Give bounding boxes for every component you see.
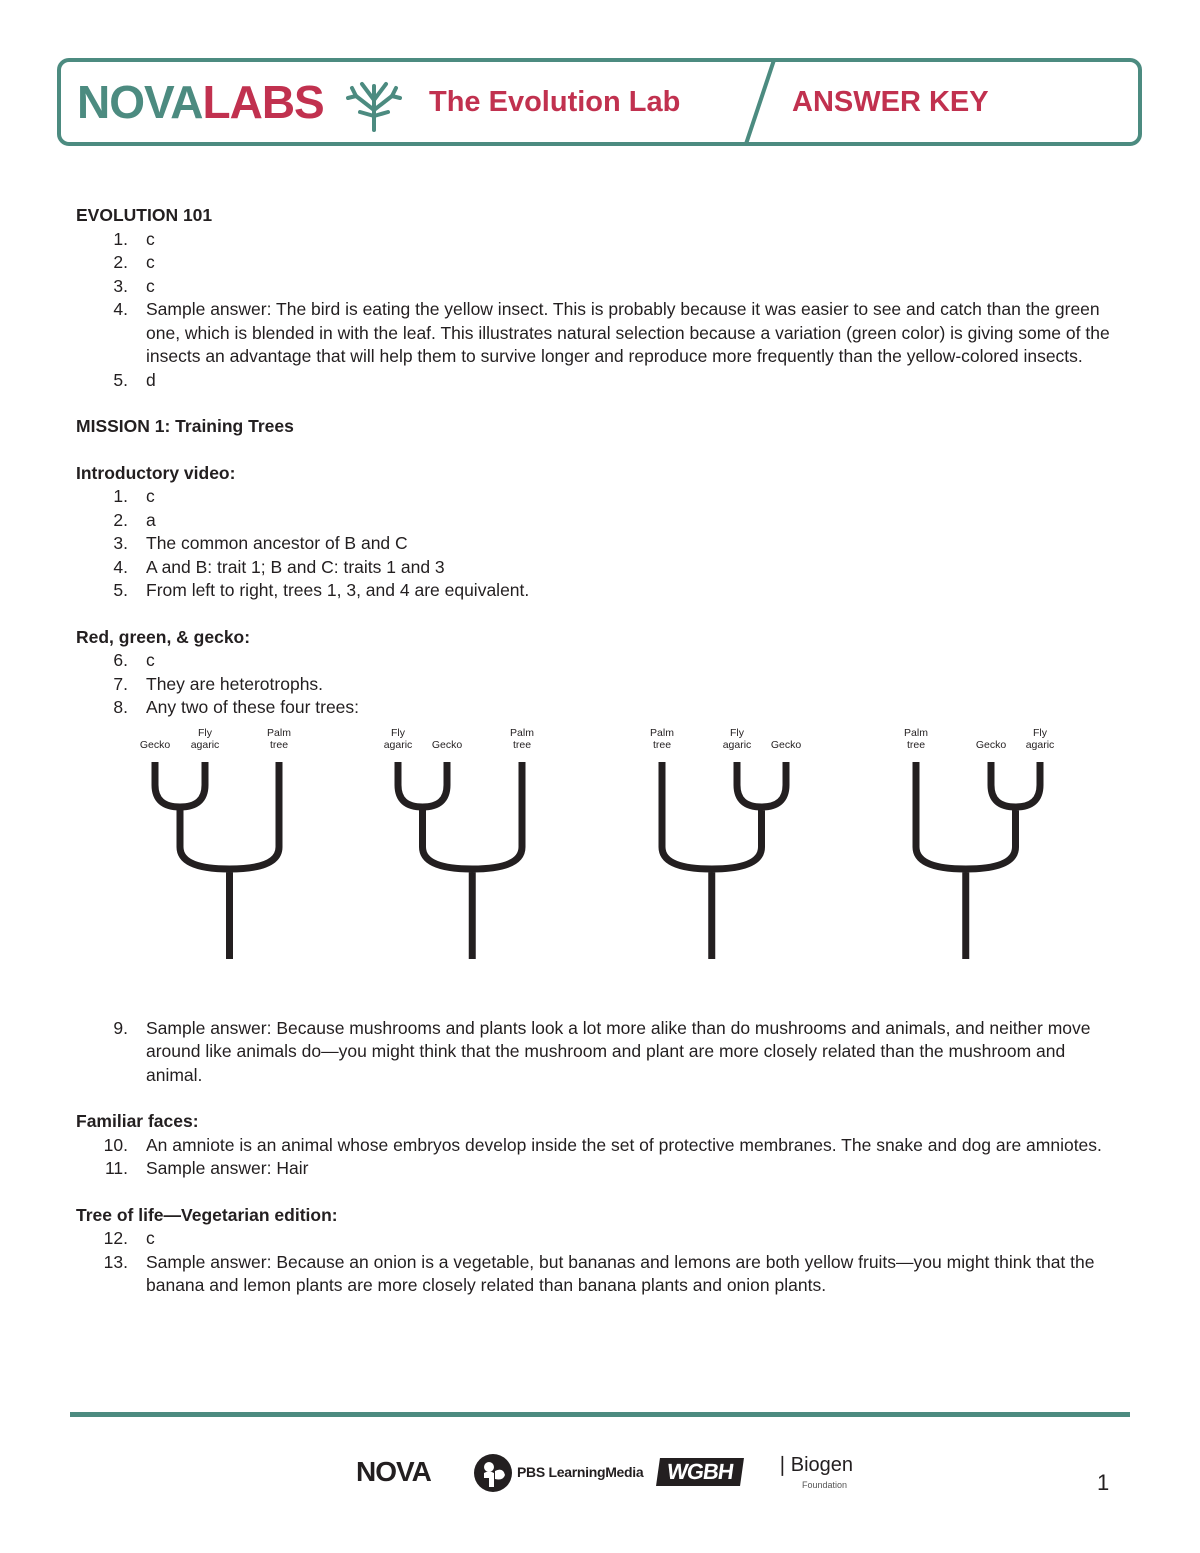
answer-content xyxy=(76,204,1126,1298)
item-number: 7. xyxy=(113,673,128,694)
item-number: 1. xyxy=(113,486,128,506)
item-number: 10. xyxy=(103,1134,128,1155)
item-number: 9. xyxy=(113,1017,128,1038)
biogen-foundation-text: Foundation xyxy=(802,1480,848,1490)
pbs-icon xyxy=(473,1453,513,1493)
item-text: c xyxy=(146,228,155,249)
item-text: Sample answer: The bird is eating the yellow insect. This is probably because it was easier to see and catch than the green one, which is blended in with the leaf. This illustrates natural selection because a variation (green color) is giving some of the insects an advantage that will help them to survive longer and reproduce more frequently than the yellow-colored insects. xyxy=(146,299,1110,366)
biogen-logo xyxy=(774,1452,853,1477)
section-heading-mission: MISSION 1: Training Trees xyxy=(76,416,294,436)
list-item xyxy=(76,673,1126,697)
page-number: 1 xyxy=(1097,1470,1110,1495)
list-item xyxy=(76,579,1126,603)
tree-3-tip-label: Palm tree xyxy=(650,726,674,751)
item-text: c xyxy=(146,252,155,272)
item-text: d xyxy=(146,369,156,390)
item-number: 2. xyxy=(113,509,128,530)
familiar-list xyxy=(76,1134,1126,1181)
item-number: 12. xyxy=(103,1228,128,1248)
list-item xyxy=(76,556,1126,580)
item-number: 3. xyxy=(113,533,128,553)
wgbh-logo: WGBH xyxy=(656,1458,744,1486)
gecko-list-continued xyxy=(76,1017,1126,1088)
item-number: 5. xyxy=(113,580,128,600)
intro-list xyxy=(76,485,1126,603)
list-item xyxy=(76,696,1126,720)
list-item xyxy=(76,1251,1126,1298)
footer-divider xyxy=(70,1412,1130,1417)
biogen-mark-icon: ❘ xyxy=(774,1454,791,1476)
tree-4-tip-label: Fly agaric xyxy=(1025,726,1055,751)
tree-4-tip-label: Palm tree xyxy=(904,726,928,751)
item-number: 4. xyxy=(113,299,128,319)
item-text: Sample answer: Because an onion is a vegetable, but bananas and lemons are both yellow fruits—you might think that the banana and lemon plants are more closely related than banana plants and onion plants. xyxy=(146,1251,1095,1295)
answer-key-title: ANSWER KEY xyxy=(792,86,989,118)
tree-diagram xyxy=(0,727,1200,1017)
item-number: 2. xyxy=(113,252,128,272)
tree-3-branches xyxy=(662,762,786,959)
section-heading-gecko: Red, green, & gecko: xyxy=(76,626,251,647)
list-item xyxy=(76,251,1126,275)
list-item xyxy=(76,1017,1126,1088)
item-text: Any two of these four trees: xyxy=(146,697,360,717)
item-text: They are heterotrophs. xyxy=(146,673,324,694)
tree-1-branches xyxy=(155,762,279,959)
tree-logo-icon xyxy=(344,78,404,132)
item-text: From left to right, trees 1, 3, and 4 are equivalent. xyxy=(146,580,530,600)
sponsor-logos xyxy=(356,1450,876,1500)
section-heading-tree-of-life: Tree of life—Vegetarian edition: xyxy=(76,1204,338,1225)
item-number: 3. xyxy=(113,275,128,296)
section-heading-intro: Introductory video: xyxy=(76,462,236,483)
nova-logo: NOVA xyxy=(356,1456,431,1487)
tree-1-tip-label: Fly agaric xyxy=(190,726,220,751)
tree-4-tip-label: Gecko xyxy=(975,738,1007,751)
logo-nova-text: NOVA xyxy=(77,76,203,128)
item-text: a xyxy=(146,509,156,530)
item-number: 4. xyxy=(113,556,128,577)
list-item xyxy=(76,1227,1126,1251)
item-number: 5. xyxy=(113,369,128,390)
item-text: c xyxy=(146,650,155,670)
tree-3-tip-label: Fly agaric xyxy=(722,726,752,751)
pbs-learningmedia-logo: PBS LearningMedia xyxy=(517,1464,644,1480)
item-text: Sample answer: Hair xyxy=(146,1158,309,1178)
section-heading-evolution: EVOLUTION 101 xyxy=(76,205,213,225)
lab-title: The Evolution Lab xyxy=(429,86,681,118)
tree-4-branches xyxy=(916,762,1040,959)
list-item xyxy=(76,275,1126,299)
list-item xyxy=(76,532,1126,556)
item-text: c xyxy=(146,486,155,506)
item-text: The common ancestor of B and C xyxy=(146,533,408,553)
list-item xyxy=(76,509,1126,533)
phylogenetic-trees xyxy=(0,727,1200,1017)
list-item xyxy=(76,1157,1126,1181)
item-number: 6. xyxy=(113,650,128,670)
item-text: An amniote is an animal whose embryos develop inside the set of protective membranes. The snake and dog are amniotes. xyxy=(146,1134,1102,1155)
item-number: 13. xyxy=(103,1251,128,1272)
tree-1-tip-label: Palm tree xyxy=(267,726,291,751)
novalabs-logo xyxy=(77,76,324,128)
item-text: Sample answer: Because mushrooms and plants look a lot more alike than do mushrooms and animals, and neither move around like animals do—you might think that the mushroom and plant are more closely related than the mushroom and animal. xyxy=(146,1017,1091,1085)
item-text: A and B: trait 1; B and C: traits 1 and 3 xyxy=(146,556,445,577)
tree-1-tip-label: Gecko xyxy=(139,738,171,751)
tree-2-branches xyxy=(398,762,522,959)
tree-of-life-list xyxy=(76,1227,1126,1298)
logo-labs-text: LABS xyxy=(202,76,324,128)
list-item xyxy=(76,228,1126,252)
list-item xyxy=(76,485,1126,509)
biogen-text: Biogen xyxy=(790,1454,854,1476)
item-number: 11. xyxy=(104,1158,128,1178)
list-item xyxy=(76,649,1126,673)
list-item xyxy=(76,298,1126,369)
section-heading-familiar: Familiar faces: xyxy=(76,1111,199,1131)
page-header xyxy=(57,58,1142,146)
item-number: 8. xyxy=(113,697,128,717)
tree-3-tip-label: Gecko xyxy=(770,738,802,751)
evolution-list xyxy=(76,228,1126,393)
tree-2-tip-label: Gecko xyxy=(431,738,463,751)
item-text: c xyxy=(146,275,155,296)
list-item xyxy=(76,1134,1126,1158)
list-item xyxy=(76,369,1126,393)
tree-2-tip-label: Fly agaric xyxy=(383,726,413,751)
tree-2-tip-label: Palm tree xyxy=(510,726,534,751)
gecko-list xyxy=(76,649,1126,720)
item-text: c xyxy=(146,1228,155,1248)
item-number: 1. xyxy=(113,228,128,249)
